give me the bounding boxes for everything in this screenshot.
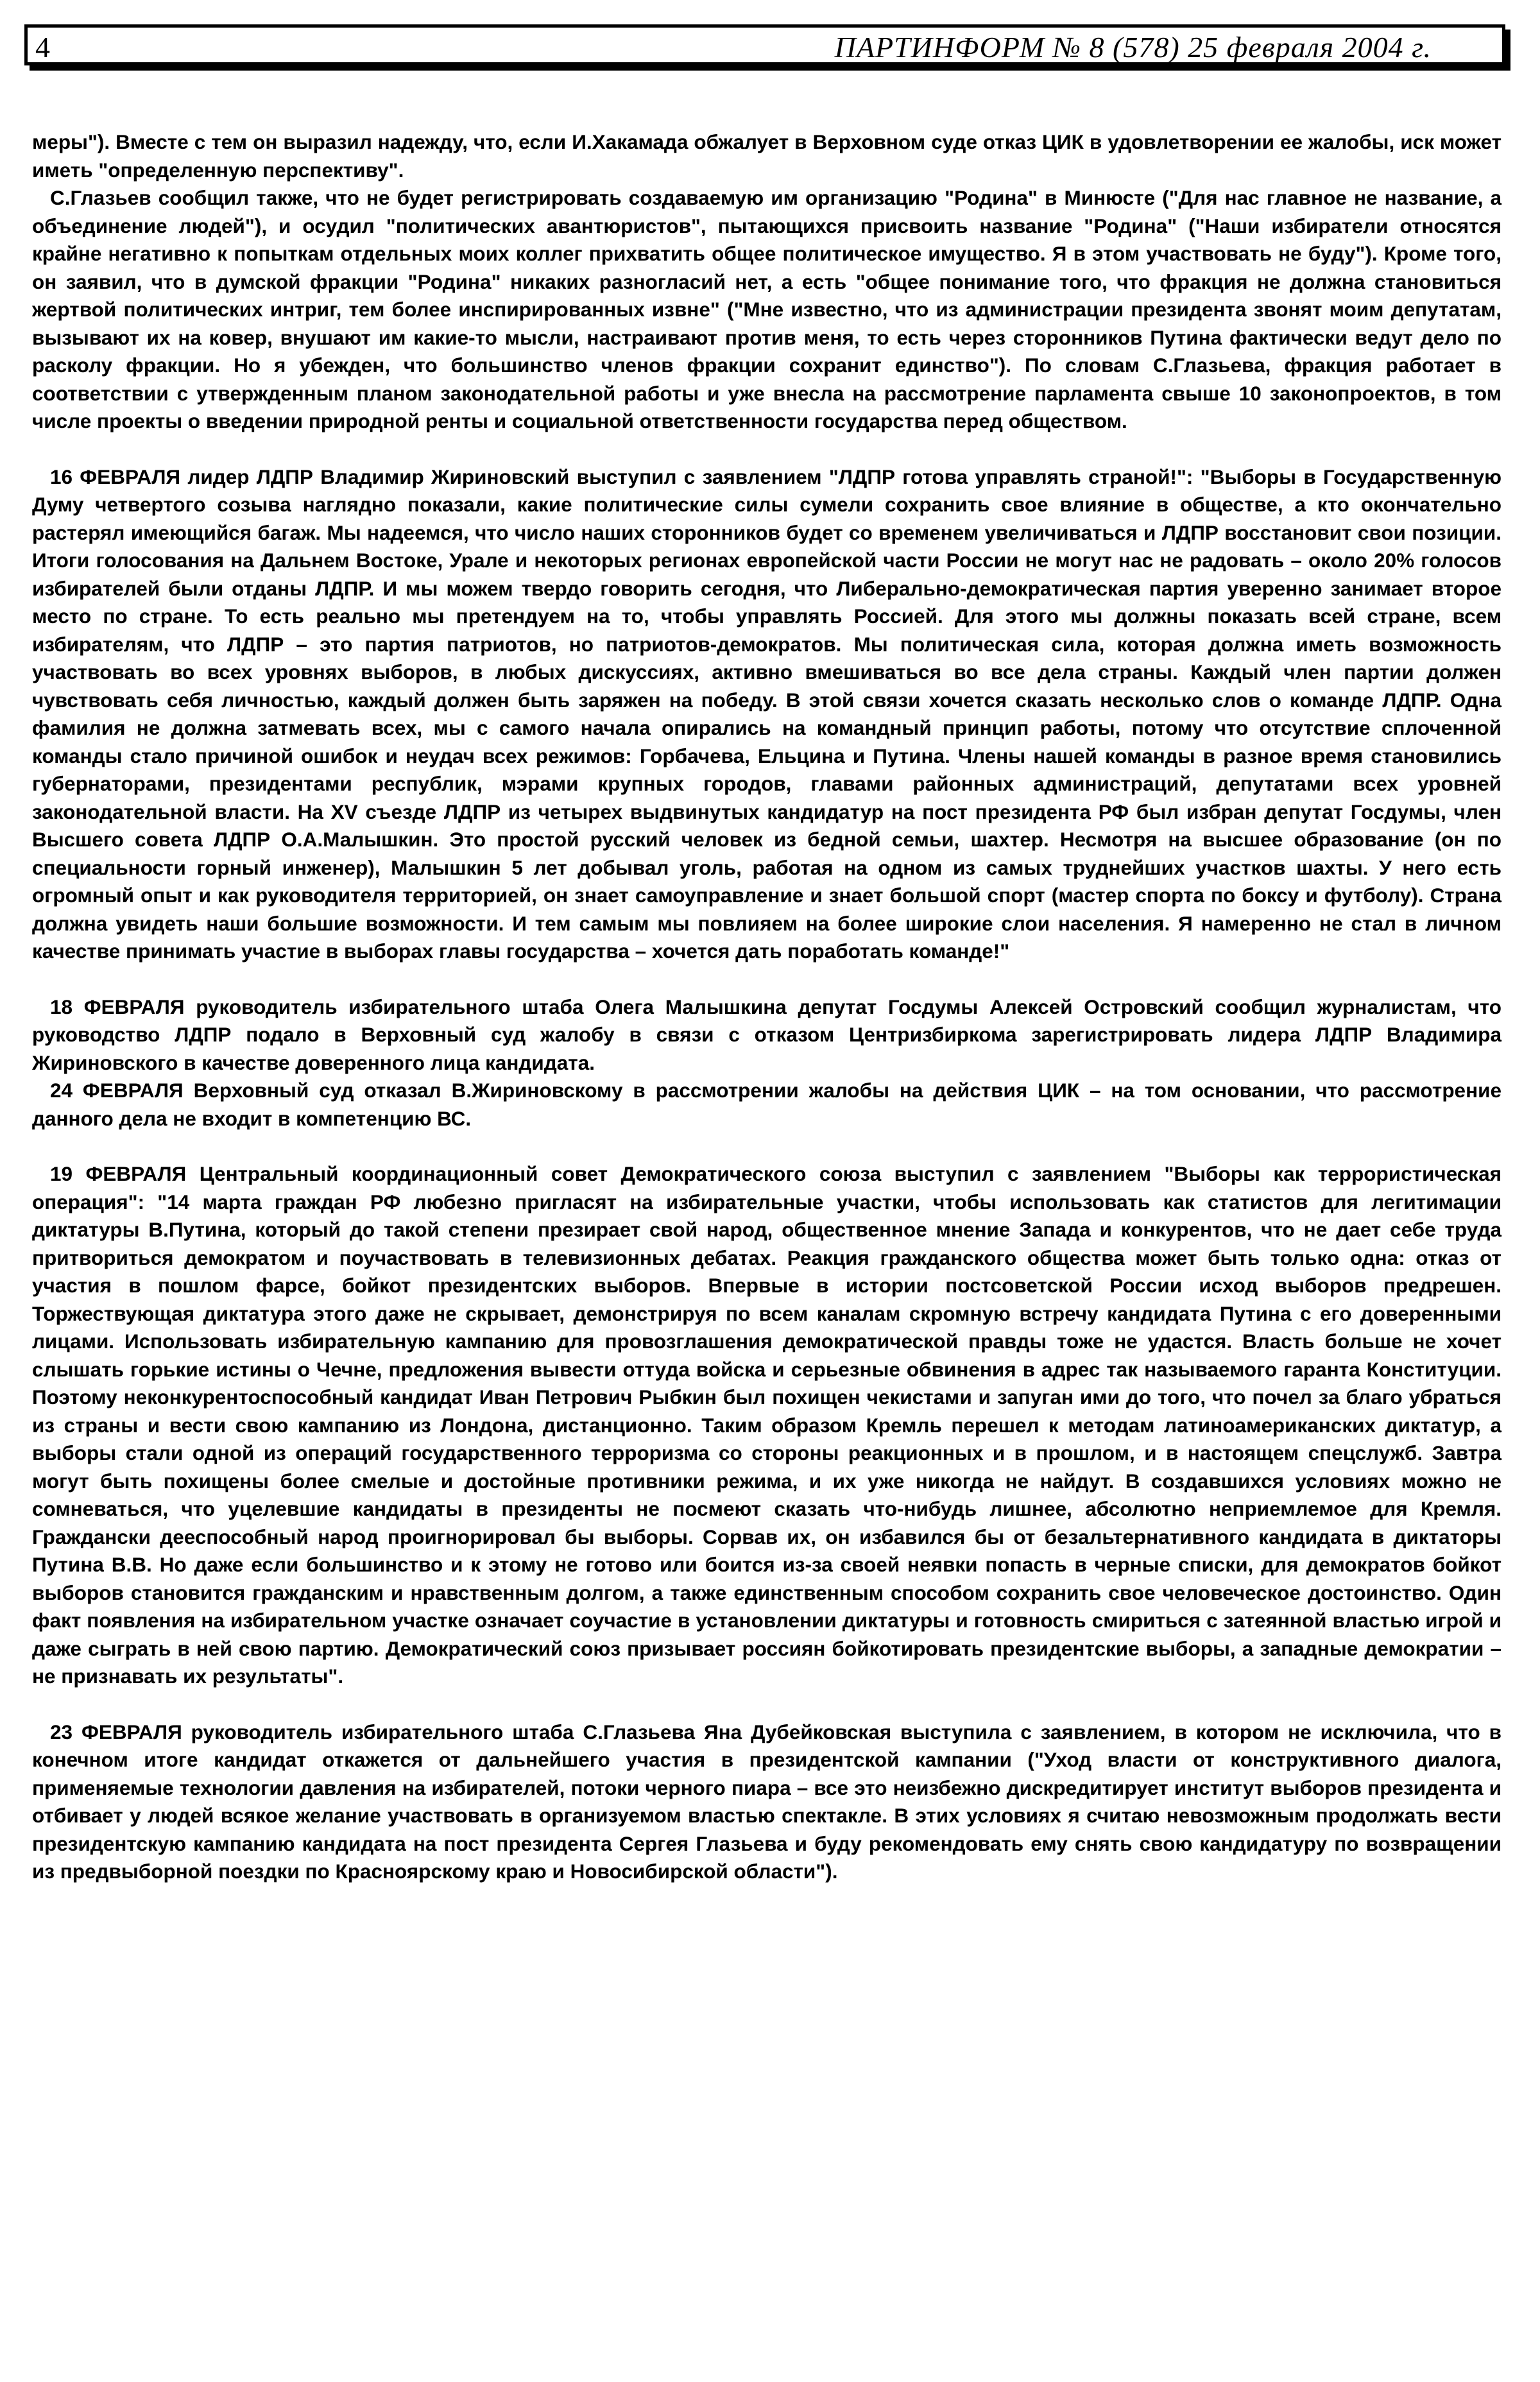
publication-info: ПАРТИНФОРМ № 8 (578) 25 февраля 2004 г. — [834, 31, 1432, 64]
article-body — [32, 128, 1502, 1886]
page-header — [24, 24, 1505, 65]
paragraph-text: лидер ЛДПР Владимир Жириновский выступил с заявлением "ЛДПР готова управлять страной!": "Выборы в Государственную Думу четвертого созыва наглядно показали, какие политические силы сумели сохранить свое влияние в обществе, а кто окончательно растерял имеющийся багаж. Мы надеемся, что число наших сторонников будет со временем увеличиваться и ЛДПР восстановит свои позиции. Итоги голосования на Дальнем Востоке, Урале и некоторых регионах европейской части России не могут нас не радовать – около 20% голосов избирателей были отданы ЛДПР. И мы можем твердо говорить сегодня, что Либерально-демократическая партия уверенно занимает второе место по стране. То есть реально мы претендуем на то, чтобы управлять Россией. Для этого мы должны показать всей стране, всем избирателям, что ЛДПР – это партия патриотов, но патриотов-демократов. Мы политическая сила, которая должна иметь возможность участвовать во всех уровнях выборов, в любых дискуссиях, активно вмешиваться во все дела страны. Каждый член партии должен чувствовать себя личностью, каждый должен быть заряжен на победу. В этой связи хочется сказать несколько слов о команде ЛДПР. Одна фамилия не должна затмевать всех, мы с самого начала опирались на командный принцип работы, потому что отсутствие сплоченной команды стало причиной ошибок и неудач всех режимов: Горбачева, Ельцина и Путина. Члены нашей команды в разное время становились губернаторами, президентами республик, мэрами крупных городов, главами районных администраций, депутатами всех уровней законодательной власти. На XV съезде ЛДПР из четырех выдвинутых кандидатур на пост президента РФ был избран депутат Госдумы, член Высшего совета ЛДПР О.А.Малышкин. Это простой русский человек из бедной семьи, шахтер. Несмотря на высшее образование (он по специальности горный инженер), Малышкин 5 лет добывал уголь, работая на одном из самых труднейших участков шахты. У него есть огромный опыт и как руководителя территорией, он знает самоуправление и знает большой спорт (мастер спорта по боксу и футболу). Страна должна увидеть наши большие возможности. И тем самым мы повлияем на более широкие слои населения. Я намеренно не стал в личном качестве принимать участие в выборах главы государства – хочется дать поработать команде!" — [32, 465, 1502, 963]
paragraph — [32, 1718, 1502, 1886]
paragraph — [32, 993, 1502, 1077]
paragraph-date: 18 ФЕВРАЛЯ — [50, 995, 185, 1018]
paragraph-text: С.Глазьев сообщил также, что не будет регистрировать создаваемую им организацию "Родина" в Минюсте ("Для нас главное не название, а объединение людей"), и осудил "политических авантюристов", пытающихся присвоить название "Родина" ("Наши избиратели относятся крайне негативно к попыткам отдельных моих коллег прихватить общее политическое имущество. Я в этом участвовать не буду"). Кроме того, он заявил, что в думской фракции "Родина" никаких разногласий нет, а есть "общее понимание того, что фракция не должна становиться жертвой политических интриг, тем более инспирированных извне" ("Мне известно, что из администрации президента звонят моим депутатам, вызывают их на ковер, внушают им какие-то мысли, настраивают против меня, то есть через сторонников Путина фактически ведут дело по расколу фракции. Но я убежден, что большинство членов фракции сохранит единство"). По словам С.Глазьева, фракция работает в соответствии с утвержденным планом законодательной работы и уже внесла на рассмотрение парламента свыше 10 законопроектов, в том числе проекты о введении природной ренты и социальной ответственности государства перед обществом. — [32, 186, 1502, 433]
paragraph — [32, 184, 1502, 436]
page-number: 4 — [35, 31, 50, 64]
paragraph — [32, 1160, 1502, 1691]
paragraph-date: 23 ФЕВРАЛЯ — [50, 1720, 182, 1744]
paragraph-text: руководитель избирательного штаба С.Глазьева Яна Дубейковская выступила с заявлением, в котором не исключила, что в конечном итоге кандидат откажется от дальнейшего участия в президентской кампании ("Уход власти от конструктивного диалога, применяемые технологии давления на избирателей, потоки черного пиара – все это неизбежно дискредитирует институт выборов президента и отбивает у людей всякое желание участвовать в организуемом властью спектакле. В этих условиях я считаю невозможным продолжать вести президентскую кампанию кандидата на пост президента Сергея Глазьева и буду рекомендовать ему снять свою кандидатуру по возвращении из предвыборной поездки по Красноярскому краю и Новосибирской области"). — [32, 1720, 1502, 1883]
paragraph-date: 24 ФЕВРАЛЯ — [50, 1079, 184, 1102]
paragraph — [32, 463, 1502, 966]
paragraph-date: 19 ФЕВРАЛЯ — [50, 1162, 187, 1185]
paragraph-text: Верховный суд отказал В.Жириновскому в рассмотрении жалобы на действия ЦИК – на том основании, что рассмотрение данного дела не входит в компетенцию ВС. — [32, 1079, 1502, 1130]
paragraph-text: меры"). Вместе с тем он выразил надежду, что, если И.Хакамада обжалует в Верховном суде отказ ЦИК в удовлетворении ее жалобы, иск может иметь "определенную перспективу". — [32, 130, 1502, 182]
paragraph-text: Центральный координационный совет Демократического союза выступил с заявлением "Выборы как террористическая операция": "14 марта граждан РФ любезно пригласят на избирательные участки, чтобы использовать как статистов для легитимации диктатуры В.Путина, который до такой степени презирает свой народ, общественное мнение Запада и конкурентов, что не дает себе труда притвориться демократом и поучаствовать в телевизионных дебатах. Реакция гражданского общества может быть только одна: отказ от участия в пошлом фарсе, бойкот президентских выборов. Впервые в истории постсоветской России исход выборов предрешен. Торжествующая диктатура этого даже не скрывает, демонстрируя по всем каналам скромную встречу кандидата Путина с его доверенными лицами. Использовать избирательную кампанию для провозглашения демократической правды тоже не удастся. Власть больше не хочет слышать горькие истины о Чечне, предложения вывести оттуда войска и серьезные обвинения в адрес так называемого гаранта Конституции. Поэтому неконкурентоспособный кандидат Иван Петрович Рыбкин был похищен чекистами и запуган ими до того, что почел за благо убраться из страны и вести свою кампанию из Лондона, дистанционно. Таким образом Кремль перешел к методам латиноамериканских диктатур, а выборы стали одной из операций государственного терроризма со стороны реакционных и в прошлом, и в настоящем спецслужб. Завтра могут быть похищены более смелые и достойные противники режима, и их уже никогда не найдут. В создавшихся условиях можно не сомневаться, что уцелевшие кандидаты в президенты не посмеют сказать что-нибудь лишнее, абсолютно неприемлемое для Кремля. Граждански дееспособный народ проигнорировал бы выборы. Сорвав их, он избавился бы от безальтернативного кандидата в диктаторы Путина В.В. Но даже если большинство и к этому не готово или боится из-за своей неявки попасть в черные списки, для демократов бойкот выборов становится гражданским и нравственным долгом, а также единственным способом сохранить свое человеческое достоинство. Один факт появления на избирательном участке означает соучастие в установлении диктатуры и готовность смириться с затеянной властью игрой и даже сыграть в ней свою партию. Демократический союз призывает россиян бойкотировать президентские выборы, а западные демократии – не признавать их результаты". — [32, 1162, 1502, 1688]
paragraph — [32, 1077, 1502, 1133]
paragraph-text: руководитель избирательного штаба Олега Малышкина депутат Госдумы Алексей Островский сообщил журналистам, что руководство ЛДПР подало в Верховный суд жалобу в связи с отказом Центризбиркома зарегистрировать лидера ЛДПР Владимира Жириновского в качестве доверенного лица кандидата. — [32, 995, 1502, 1074]
paragraph — [32, 128, 1502, 184]
paragraph-date: 16 ФЕВРАЛЯ — [50, 465, 181, 488]
